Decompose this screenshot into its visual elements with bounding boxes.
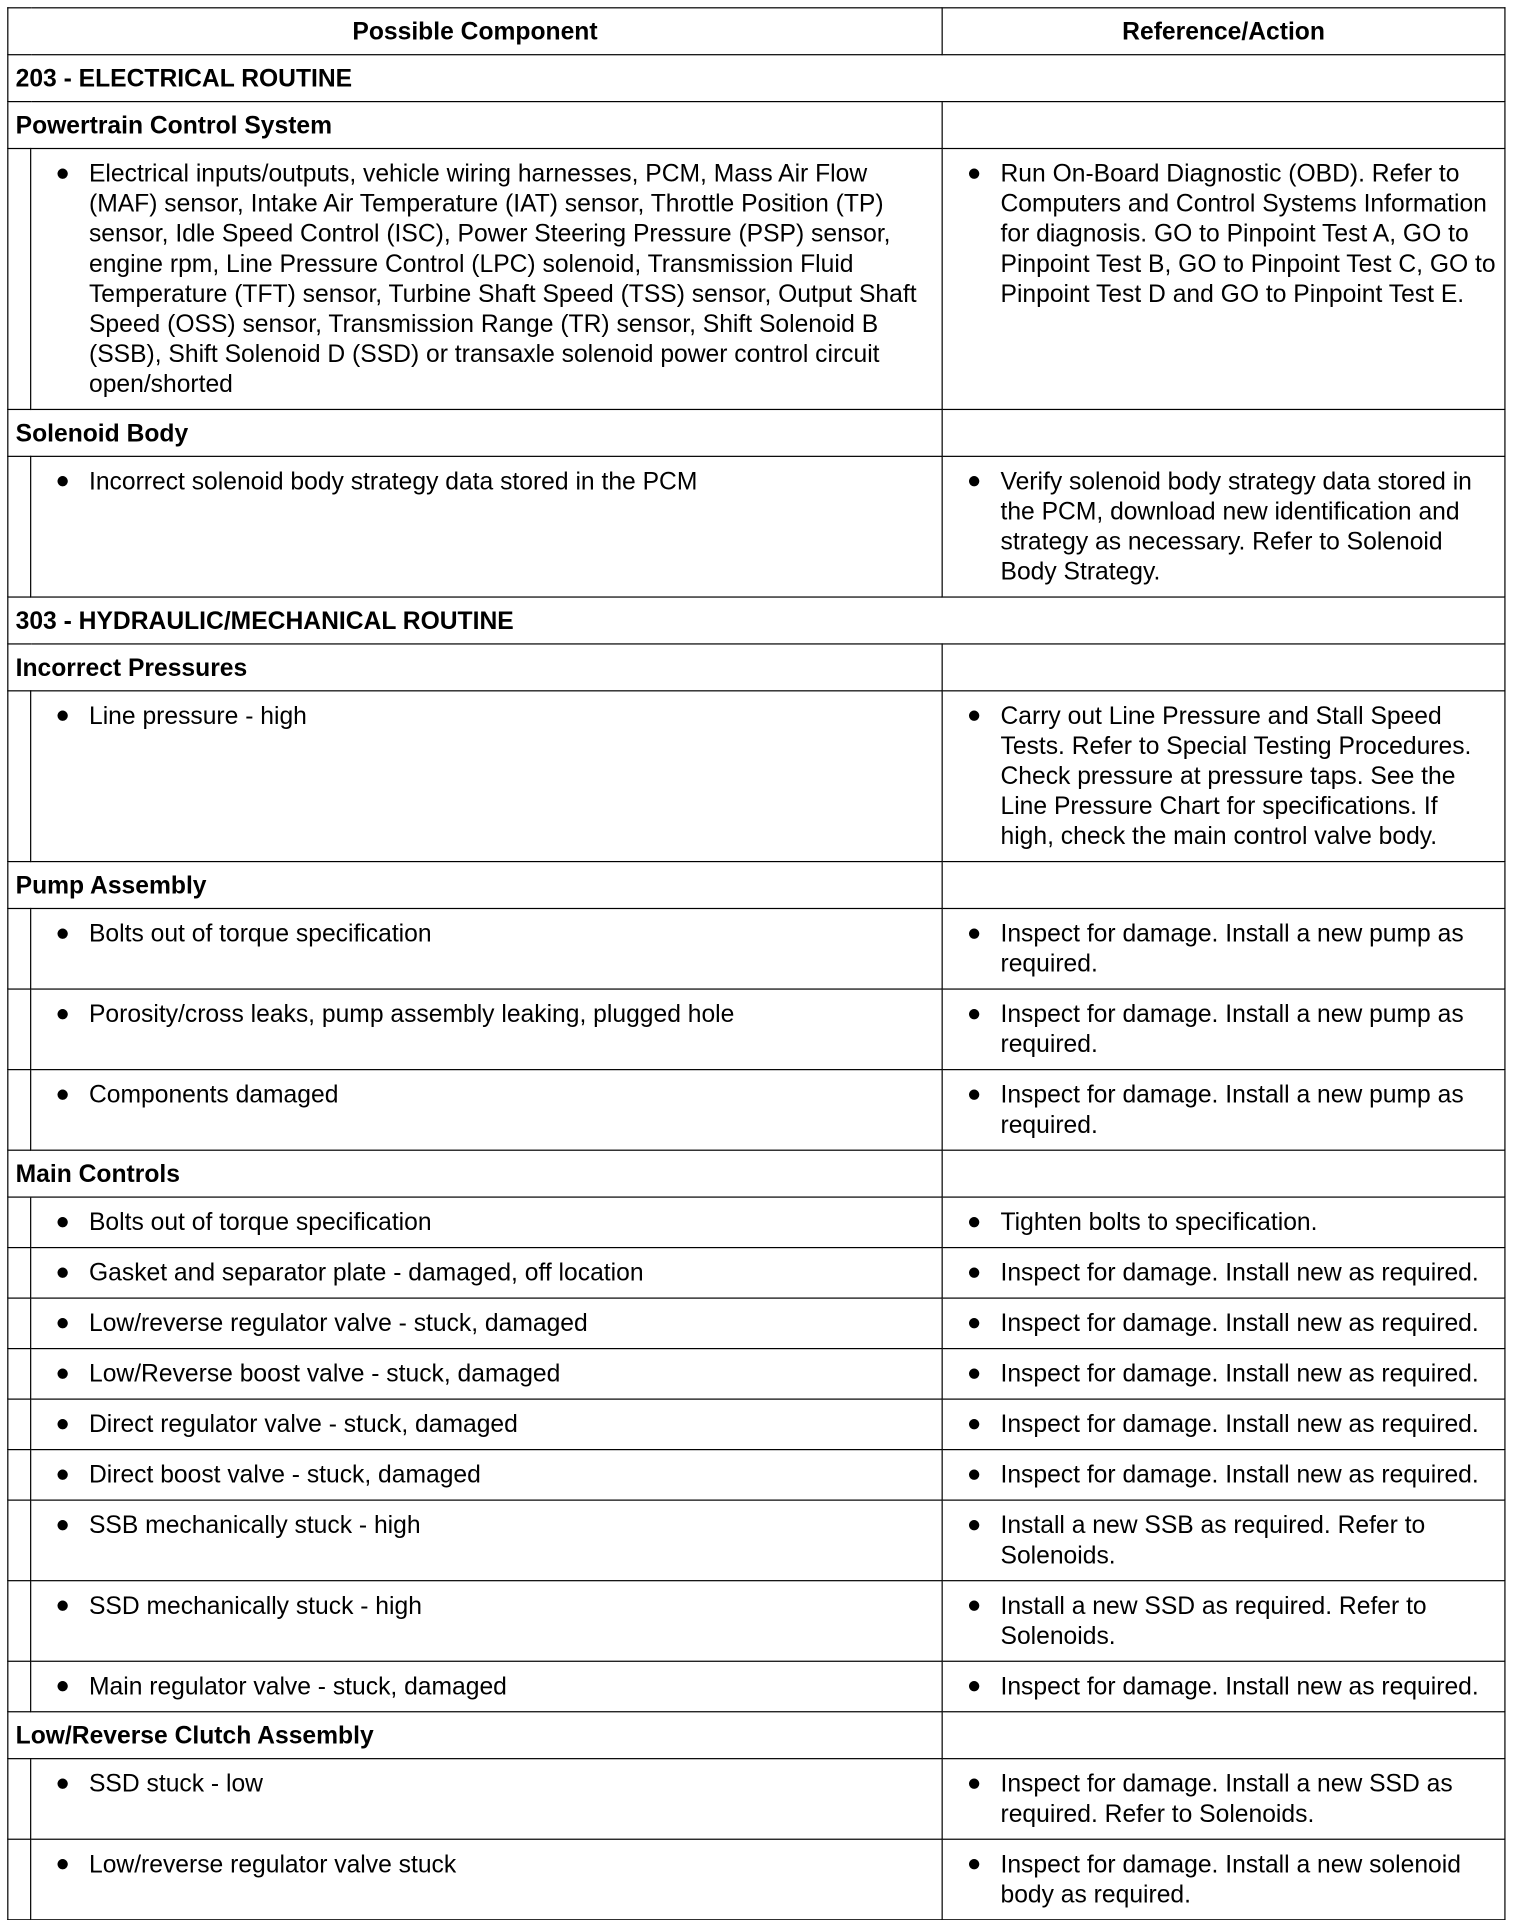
group-row bbox=[8, 102, 1505, 149]
bullet-icon: ● bbox=[55, 1360, 70, 1387]
bullet-icon: ● bbox=[966, 1309, 982, 1336]
bullet-icon: ● bbox=[966, 1511, 982, 1538]
action-item bbox=[943, 691, 1505, 861]
table-row bbox=[8, 1298, 1505, 1349]
group-empty-cell bbox=[942, 644, 1505, 691]
bullet-icon: ● bbox=[55, 159, 70, 187]
action-item bbox=[943, 1299, 1505, 1348]
bullet-icon: ● bbox=[966, 1081, 982, 1108]
table-row bbox=[8, 1759, 1505, 1840]
component-item bbox=[31, 1759, 941, 1808]
indent-cell bbox=[8, 1197, 31, 1248]
action-cell bbox=[942, 1581, 1505, 1662]
indent-cell bbox=[8, 1450, 31, 1501]
section-title bbox=[8, 597, 1505, 644]
action-item bbox=[943, 1501, 1505, 1580]
indent-cell bbox=[8, 1070, 31, 1151]
group-empty-cell bbox=[942, 102, 1505, 149]
indent-cell bbox=[8, 1298, 31, 1349]
bullet-icon: ● bbox=[55, 1309, 70, 1336]
component-item bbox=[31, 1450, 941, 1499]
component-cell bbox=[31, 1500, 943, 1581]
action-text: Tighten bolts to specification. bbox=[1000, 1208, 1318, 1237]
component-cell bbox=[31, 456, 943, 597]
action-item bbox=[943, 1349, 1505, 1398]
indent-cell bbox=[8, 149, 31, 410]
bullet-icon: ● bbox=[55, 467, 70, 495]
bullet-icon: ● bbox=[966, 919, 982, 947]
action-cell bbox=[942, 1839, 1505, 1920]
action-item bbox=[943, 909, 1505, 988]
component-item bbox=[31, 1299, 941, 1348]
action-cell bbox=[942, 908, 1505, 989]
bullet-icon: ● bbox=[55, 1259, 70, 1286]
indent-cell bbox=[8, 691, 31, 862]
action-text: Inspect for damage. Install new as required. bbox=[1000, 1461, 1479, 1489]
bullet-icon: ● bbox=[55, 1410, 70, 1437]
component-text: Low/reverse regulator valve stuck bbox=[88, 1850, 457, 1879]
bullet-icon: ● bbox=[55, 1592, 70, 1619]
indent-cell bbox=[8, 1349, 31, 1400]
component-text: Low/reverse regulator valve - stuck, damaged bbox=[88, 1309, 588, 1338]
action-item bbox=[943, 1840, 1505, 1919]
action-cell bbox=[942, 149, 1505, 410]
table-body bbox=[8, 55, 1505, 1920]
component-cell bbox=[31, 1349, 943, 1400]
group-title-text: Powertrain Control System bbox=[15, 111, 333, 139]
action-text: Verify solenoid body strategy data stored in the PCM, download new identification and strategy as necessary. Refer to Solenoid Body Strategy. bbox=[1000, 467, 1472, 586]
component-item bbox=[31, 1349, 941, 1398]
component-cell bbox=[31, 989, 943, 1070]
action-text: Inspect for damage. Install new as required. bbox=[1000, 1672, 1479, 1701]
action-cell bbox=[942, 1759, 1505, 1840]
group-empty-cell bbox=[942, 862, 1505, 909]
action-item bbox=[943, 1070, 1505, 1149]
table-row bbox=[8, 1661, 1505, 1712]
action-item bbox=[943, 149, 1505, 319]
component-item bbox=[31, 909, 941, 958]
component-text: Direct boost valve - stuck, damaged bbox=[88, 1461, 481, 1489]
action-item bbox=[943, 1450, 1505, 1499]
bullet-icon: ● bbox=[55, 1081, 70, 1108]
header-possible-component: Possible Component bbox=[8, 8, 942, 55]
table-row bbox=[8, 1070, 1505, 1151]
group-title bbox=[8, 644, 942, 691]
component-item bbox=[31, 149, 941, 409]
section-title-text: 303 - HYDRAULIC/MECHANICAL ROUTINE bbox=[15, 606, 514, 635]
bullet-icon: ● bbox=[966, 1461, 982, 1488]
action-text: Run On-Board Diagnostic (OBD). Refer to Computers and Control Systems Information for diagnosis. GO to Pinpoint Test A, GO to Pinpoint Test B, GO to Pinpoint Test C, GO to Pinpoint Test D and GO to Pinpoint Test E. bbox=[1000, 159, 1496, 308]
bullet-icon: ● bbox=[55, 1770, 70, 1797]
component-item bbox=[31, 691, 941, 740]
table-row bbox=[8, 989, 1505, 1070]
group-title-text: Solenoid Body bbox=[15, 419, 189, 447]
section-title bbox=[8, 55, 1505, 102]
table-row bbox=[8, 1839, 1505, 1920]
component-item bbox=[31, 990, 941, 1039]
indent-cell bbox=[8, 1581, 31, 1662]
action-item bbox=[943, 990, 1505, 1069]
component-cell bbox=[31, 1399, 943, 1450]
action-item bbox=[943, 1581, 1505, 1660]
group-row bbox=[8, 409, 1505, 456]
bullet-icon: ● bbox=[55, 1208, 70, 1235]
action-cell bbox=[942, 456, 1505, 597]
indent-cell bbox=[8, 1661, 31, 1712]
action-cell bbox=[942, 1248, 1505, 1299]
table-row bbox=[8, 1399, 1505, 1450]
component-cell bbox=[31, 1298, 943, 1349]
indent-cell bbox=[8, 989, 31, 1070]
action-item bbox=[943, 457, 1505, 596]
table-row bbox=[8, 456, 1505, 597]
action-item bbox=[943, 1400, 1505, 1449]
group-title bbox=[8, 1712, 942, 1759]
bullet-icon: ● bbox=[55, 1672, 70, 1700]
indent-cell bbox=[8, 1839, 31, 1920]
group-row bbox=[8, 1150, 1505, 1197]
group-title bbox=[8, 102, 942, 149]
action-text: Inspect for damage. Install a new solenoid body as required. bbox=[1000, 1850, 1461, 1909]
section-title-text: 203 - ELECTRICAL ROUTINE bbox=[15, 64, 353, 92]
component-cell bbox=[31, 1197, 943, 1248]
action-cell bbox=[942, 1661, 1505, 1712]
action-cell bbox=[942, 1450, 1505, 1501]
table-row bbox=[8, 1349, 1505, 1400]
bullet-icon: ● bbox=[966, 467, 982, 495]
table-row bbox=[8, 1248, 1505, 1299]
bullet-icon: ● bbox=[966, 1000, 982, 1027]
component-cell bbox=[31, 1581, 943, 1662]
group-title bbox=[8, 1150, 942, 1197]
component-item bbox=[31, 1400, 941, 1449]
indent-cell bbox=[8, 456, 31, 597]
action-text: Inspect for damage. Install a new pump as required. bbox=[1000, 1000, 1464, 1059]
group-title bbox=[8, 409, 942, 456]
component-item bbox=[31, 1581, 941, 1630]
component-cell bbox=[31, 691, 943, 862]
component-text: Bolts out of torque specification bbox=[88, 1208, 432, 1237]
component-text: Gasket and separator plate - damaged, off location bbox=[88, 1259, 644, 1287]
component-cell bbox=[31, 1450, 943, 1501]
action-cell bbox=[942, 1399, 1505, 1450]
group-row bbox=[8, 644, 1505, 691]
bullet-icon: ● bbox=[55, 919, 70, 947]
component-item bbox=[31, 1070, 941, 1119]
component-cell bbox=[31, 1661, 943, 1712]
group-row bbox=[8, 1712, 1505, 1759]
group-title-text: Incorrect Pressures bbox=[15, 653, 248, 682]
component-text: SSD mechanically stuck - high bbox=[88, 1592, 422, 1620]
action-cell bbox=[942, 1197, 1505, 1248]
component-text: Low/Reverse boost valve - stuck, damaged bbox=[88, 1360, 561, 1388]
action-cell bbox=[942, 1500, 1505, 1581]
component-cell bbox=[31, 908, 943, 989]
bullet-icon: ● bbox=[966, 1850, 982, 1878]
group-title-text: Main Controls bbox=[15, 1159, 180, 1188]
group-empty-cell bbox=[942, 1712, 1505, 1759]
component-cell bbox=[31, 1759, 943, 1840]
action-text: Inspect for damage. Install new as required. bbox=[1000, 1309, 1479, 1338]
table-row bbox=[8, 1450, 1505, 1501]
component-text: SSB mechanically stuck - high bbox=[88, 1511, 421, 1540]
component-text: SSD stuck - low bbox=[88, 1770, 263, 1798]
action-cell bbox=[942, 1298, 1505, 1349]
indent-cell bbox=[8, 908, 31, 989]
action-text: Inspect for damage. Install a new pump as required. bbox=[1000, 1081, 1464, 1139]
component-text: Bolts out of torque specification bbox=[88, 919, 432, 948]
component-text: Porosity/cross leaks, pump assembly leaking, plugged hole bbox=[88, 1000, 735, 1029]
component-cell bbox=[31, 149, 943, 410]
table-row bbox=[8, 1500, 1505, 1581]
action-cell bbox=[942, 1070, 1505, 1151]
action-text: Install a new SSB as required. Refer to Solenoids. bbox=[1000, 1511, 1426, 1570]
group-row bbox=[8, 862, 1505, 909]
bullet-icon: ● bbox=[55, 1850, 70, 1878]
component-text: Main regulator valve - stuck, damaged bbox=[88, 1672, 507, 1701]
bullet-icon: ● bbox=[966, 1770, 982, 1797]
action-item bbox=[943, 1662, 1505, 1711]
group-title bbox=[8, 862, 942, 909]
indent-cell bbox=[8, 1500, 31, 1581]
action-item bbox=[943, 1248, 1505, 1297]
bullet-icon: ● bbox=[55, 1511, 70, 1538]
action-text: Inspect for damage. Install new as required. bbox=[1000, 1259, 1479, 1287]
action-cell bbox=[942, 1349, 1505, 1400]
component-item bbox=[31, 1662, 941, 1711]
component-text: Line pressure - high bbox=[88, 702, 307, 730]
component-text: Direct regulator valve - stuck, damaged bbox=[88, 1410, 518, 1439]
indent-cell bbox=[8, 1759, 31, 1840]
component-item bbox=[31, 1248, 941, 1297]
table-row bbox=[8, 1197, 1505, 1248]
bullet-icon: ● bbox=[966, 1592, 982, 1619]
diagnosis-table bbox=[7, 7, 1505, 1920]
action-text: Inspect for damage. Install new as required. bbox=[1000, 1360, 1479, 1388]
action-text: Carry out Line Pressure and Stall Speed Tests. Refer to Special Testing Procedures. Check pressure at pressure taps. See the Line Pressure Chart for specifications. If high, check the main control valve body. bbox=[1000, 702, 1472, 851]
component-item bbox=[31, 457, 941, 506]
group-title-text: Pump Assembly bbox=[15, 871, 207, 899]
action-item bbox=[943, 1198, 1505, 1247]
action-cell bbox=[942, 989, 1505, 1070]
group-title-text: Low/Reverse Clutch Assembly bbox=[15, 1721, 374, 1750]
component-text: Incorrect solenoid body strategy data stored in the PCM bbox=[88, 467, 698, 496]
bullet-icon: ● bbox=[966, 1672, 982, 1700]
bullet-icon: ● bbox=[966, 702, 982, 729]
group-empty-cell bbox=[942, 1150, 1505, 1197]
bullet-icon: ● bbox=[55, 702, 70, 729]
bullet-icon: ● bbox=[55, 1461, 70, 1488]
section-row bbox=[8, 55, 1505, 102]
action-text: Inspect for damage. Install a new pump as required. bbox=[1000, 919, 1464, 978]
table-header-row bbox=[8, 8, 1505, 55]
action-text: Install a new SSD as required. Refer to Solenoids. bbox=[1000, 1592, 1427, 1650]
action-cell bbox=[942, 691, 1505, 862]
component-cell bbox=[31, 1839, 943, 1920]
header-reference-action: Reference/Action bbox=[942, 8, 1505, 55]
table-row bbox=[8, 908, 1505, 989]
action-text: Inspect for damage. Install a new SSD as required. Refer to Solenoids. bbox=[1000, 1770, 1453, 1828]
component-item bbox=[31, 1198, 941, 1247]
table-row bbox=[8, 1581, 1505, 1662]
component-item bbox=[31, 1501, 941, 1550]
action-item bbox=[943, 1759, 1505, 1838]
component-cell bbox=[31, 1070, 943, 1151]
group-empty-cell bbox=[942, 409, 1505, 456]
section-row bbox=[8, 597, 1505, 644]
table-row bbox=[8, 691, 1505, 862]
component-item bbox=[31, 1840, 941, 1889]
component-text: Components damaged bbox=[88, 1081, 339, 1109]
indent-cell bbox=[8, 1399, 31, 1450]
bullet-icon: ● bbox=[966, 1360, 982, 1387]
component-cell bbox=[31, 1248, 943, 1299]
bullet-icon: ● bbox=[966, 1410, 982, 1437]
bullet-icon: ● bbox=[966, 1208, 982, 1235]
bullet-icon: ● bbox=[966, 159, 982, 187]
table-row bbox=[8, 149, 1505, 410]
action-text: Inspect for damage. Install new as required. bbox=[1000, 1410, 1479, 1439]
component-text: Electrical inputs/outputs, vehicle wiring harnesses, PCM, Mass Air Flow (MAF) sensor, Intake Air Temperature (IAT) sensor, Throttle Position (TP) sensor, Idle Speed Control (ISC), Power Steering Pressure (PSP) sensor, engine rpm, Line Pressure Control (LPC) solenoid, Transmission Fluid Temperature (TFT) sensor, Turbine Shaft Speed (TSS) sensor, Output Shaft Speed (OSS) sensor, Transmission Range (TR) sensor, Shift Solenoid B (SSB), Shift Solenoid D (SSD) or transaxle solenoid power control circuit open/shorted bbox=[88, 159, 917, 399]
bullet-icon: ● bbox=[966, 1259, 982, 1286]
indent-cell bbox=[8, 1248, 31, 1299]
bullet-icon: ● bbox=[55, 1000, 70, 1027]
